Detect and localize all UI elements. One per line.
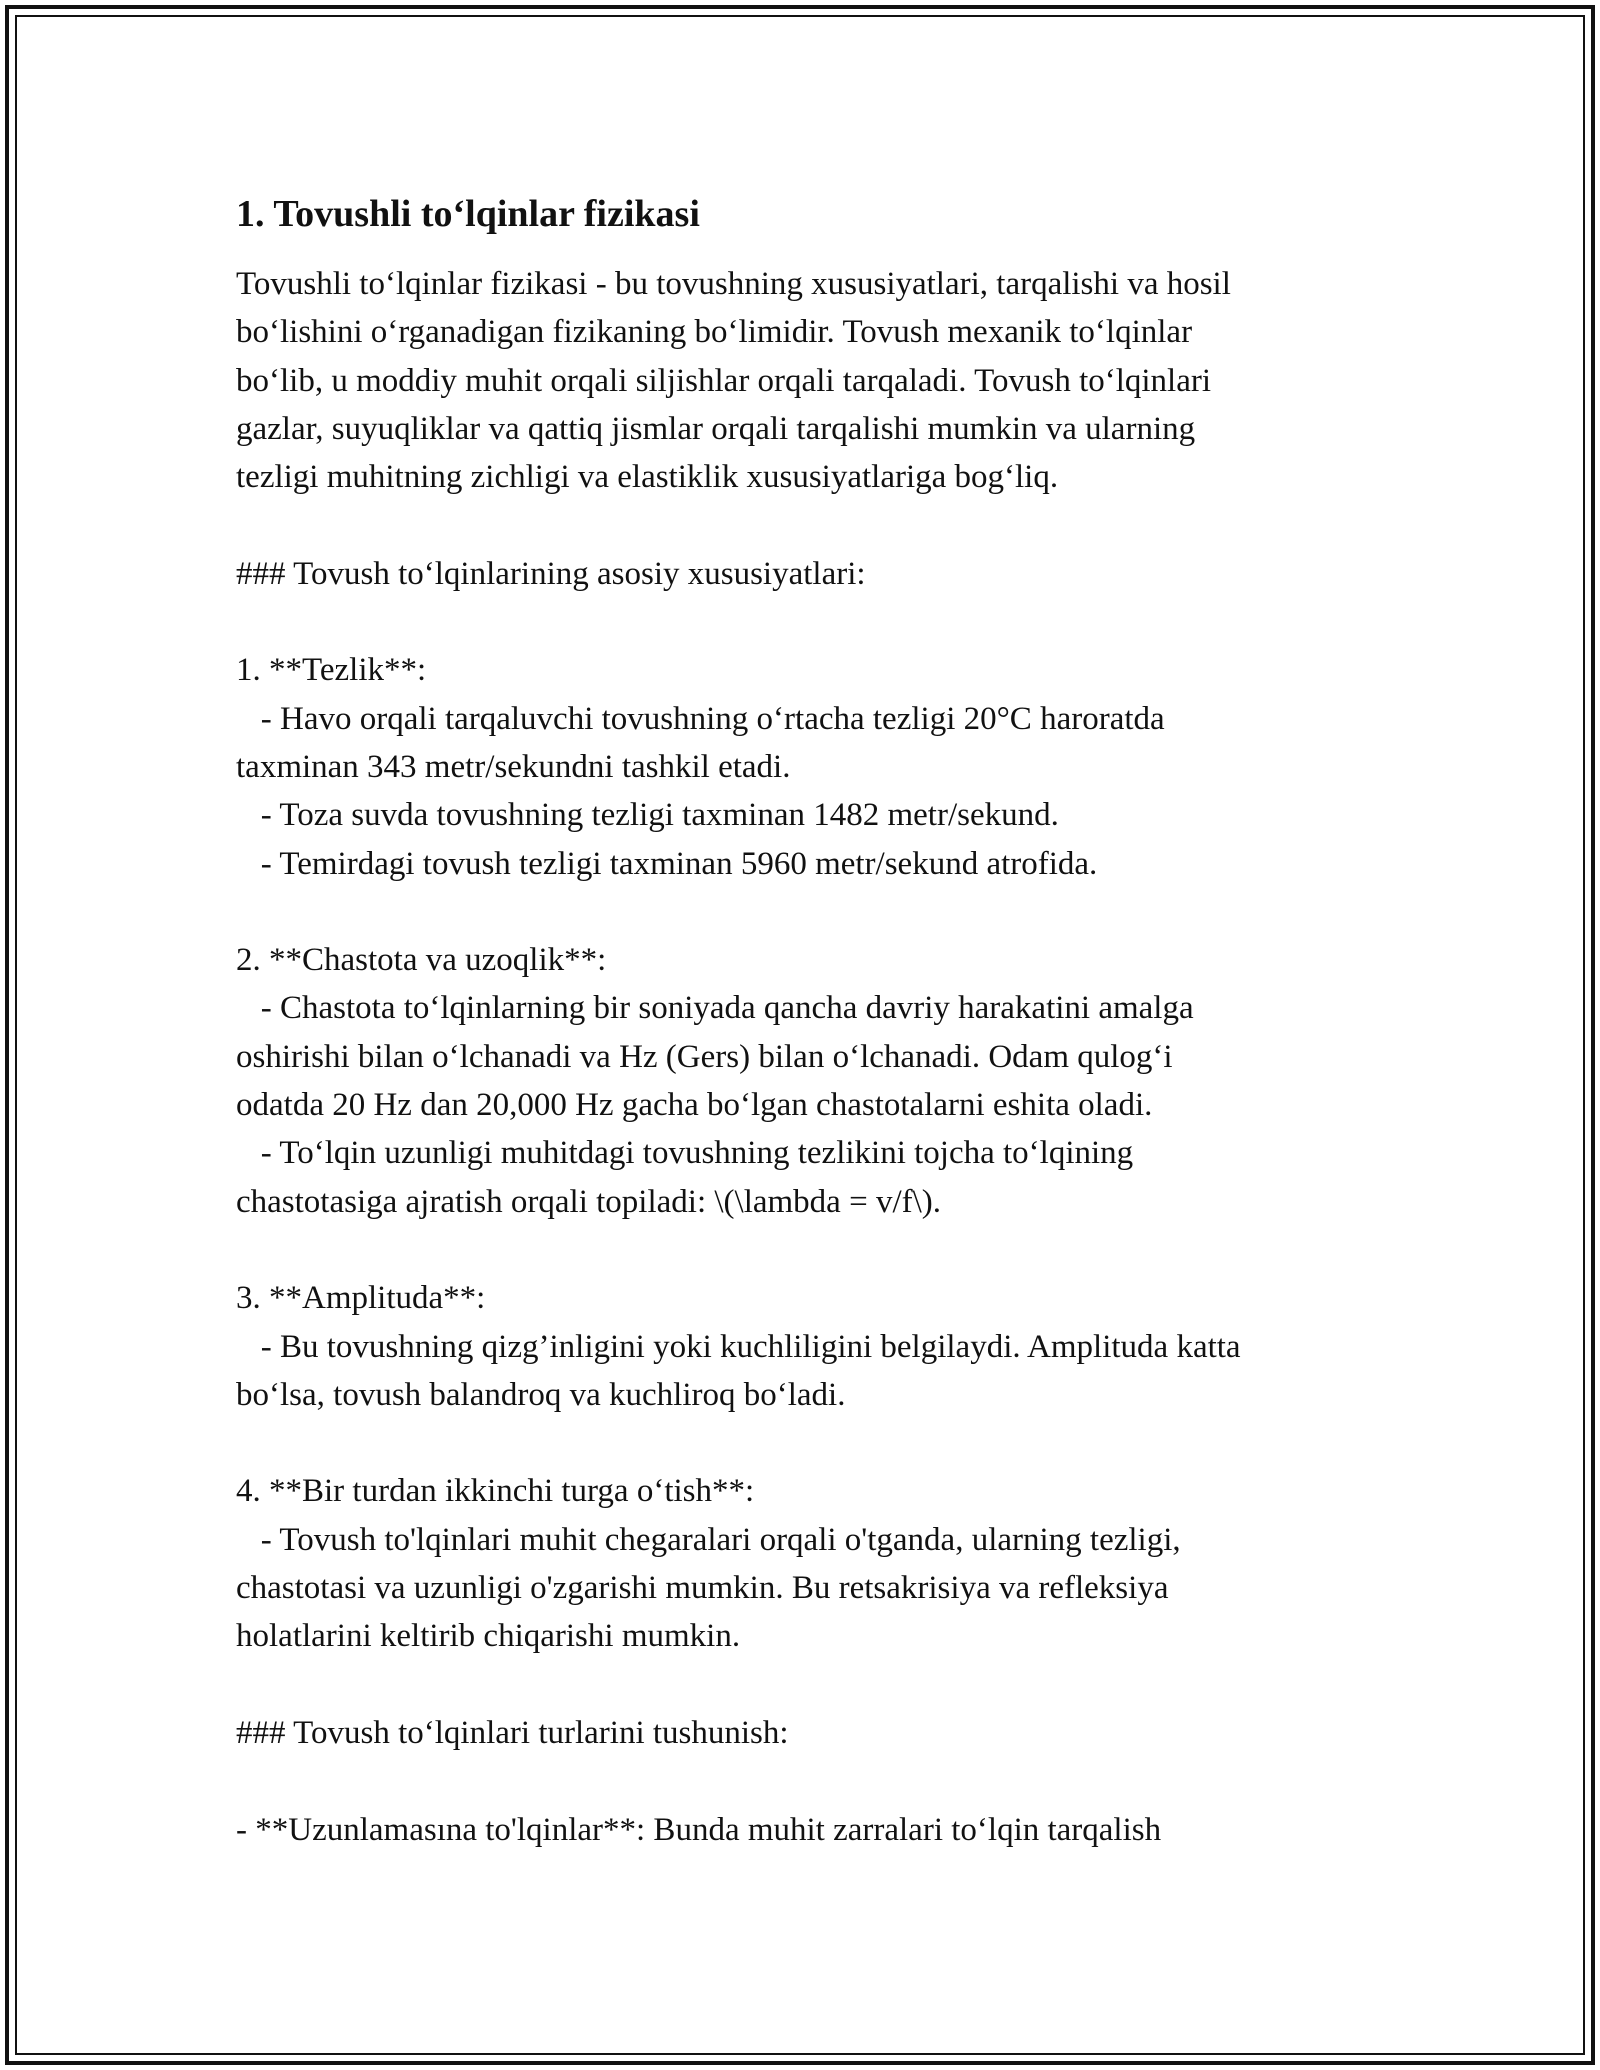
- list-item-text: chastotasiga ajratish orqali topiladi: \(\lambda = v/f\).: [236, 1183, 942, 1220]
- list-item-heading: 3. **Amplituda**:: [236, 1280, 486, 1317]
- list-item-text: odatda 20 Hz dan 20,000 Hz gacha bo‘lgan chastotalarni eshita oladi.: [236, 1087, 1153, 1124]
- list-item-text: bo‘lsa, tovush balandroq va kuchliroq bo‘ladi.: [236, 1376, 846, 1413]
- section-heading: ### Tovush to‘lqinlari turlarini tushunish:: [236, 1714, 789, 1751]
- document-body: [236, 188, 1366, 1854]
- list-item-heading: 2. **Chastota va uzoqlik**:: [236, 942, 607, 979]
- intro-paragraph: [236, 260, 1366, 501]
- list-item-text: - Bu tovushning qizg’inligini yoki kuchliligini belgilaydi. Amplituda katta: [236, 1328, 1241, 1365]
- list-item-heading: 1. **Tezlik**:: [236, 652, 427, 689]
- intro-line: tezligi muhitning zichligi va elastiklik xususiyatlariga bog‘liq.: [236, 459, 1059, 496]
- list-item-heading: 4. **Bir turdan ikkinchi turga o‘tish**:: [236, 1473, 755, 1510]
- list-item-text: chastotasi va uzunligi o'zgarishi mumkin. Bu retsakrisiya va refleksiya: [236, 1570, 1169, 1607]
- blank-line: [236, 598, 1366, 646]
- document-text: [236, 501, 1366, 1853]
- blank-line: [236, 1661, 1366, 1709]
- list-item-text: - Temirdagi tovush tezligi taxminan 5960 metr/sekund atrofida.: [236, 845, 1098, 882]
- intro-line: Tovushli to‘lqinlar fizikasi - bu tovushning xususiyatlari, tarqalishi va hosil: [236, 266, 1231, 302]
- list-item-text: - To‘lqin uzunligi muhitdagi tovushning tezlikini tojcha to‘lqining: [236, 1135, 1134, 1172]
- blank-line: [236, 501, 1366, 549]
- intro-line: gazlar, suyuqliklar va qattiq jismlar orqali tarqalishi mumkin va ularning: [236, 410, 1196, 447]
- document-title: 1. Tovushli to‘lqinlar fizikasi: [236, 193, 700, 235]
- section-heading: ### Tovush to‘lqinlarining asosiy xususiyatlari:: [236, 555, 866, 592]
- blank-line: [236, 1757, 1366, 1805]
- blank-line: [236, 1226, 1366, 1274]
- list-item-text: - Havo orqali tarqaluvchi tovushning o‘rtacha tezligi 20°C haroratda: [236, 700, 1165, 737]
- list-item-text: - Toza suvda tovushning tezligi taxminan 1482 metr/sekund.: [236, 797, 1059, 834]
- list-item-text: - Tovush to'lqinlari muhit chegaralari orqali o'tganda, ularning tezligi,: [236, 1521, 1181, 1558]
- list-item-text: - **Uzunlamasına to'lqinlar**: Bunda muhit zarralari to‘lqin tarqalish: [236, 1811, 1162, 1848]
- list-item-text: oshirishi bilan o‘lchanadi va Hz (Gers) bilan o‘lchanadi. Odam qulog‘i: [236, 1038, 1173, 1075]
- list-item-text: - Chastota to‘lqinlarning bir soniyada qancha davriy harakatini amalga: [236, 990, 1194, 1027]
- list-item-text: holatlarini keltirib chiqarishi mumkin.: [236, 1618, 741, 1655]
- blank-line: [236, 888, 1366, 936]
- blank-line: [236, 1419, 1366, 1467]
- intro-line: bo‘lishini o‘rganadigan fizikaning bo‘limidir. Tovush mexanik to‘lqinlar: [236, 314, 1193, 351]
- list-item-text: taxminan 343 metr/sekundni tashkil etadi.: [236, 748, 791, 785]
- intro-line: bo‘lib, u moddiy muhit orqali siljishlar orqali tarqaladi. Tovush to‘lqinlari: [236, 362, 1212, 399]
